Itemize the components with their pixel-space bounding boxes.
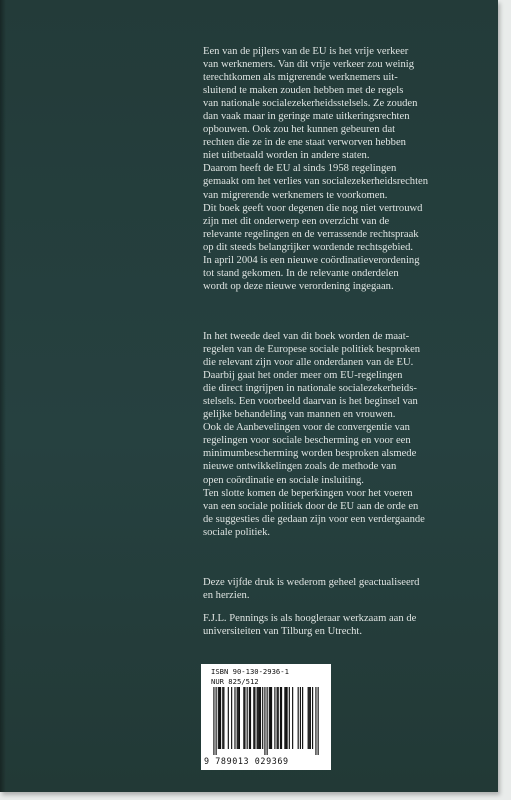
barcode-bar [289, 687, 290, 749]
text-line: regelen van de Europese sociale politiek besproken [203, 344, 421, 356]
nur-text: NUR 825/512 [211, 677, 259, 686]
barcode-bar [269, 687, 270, 749]
barcode-bar [228, 687, 229, 749]
text-line: gelijke behandeling van mannen en vrouwen. [203, 409, 396, 421]
barcode-bar [309, 687, 310, 749]
text-line: nieuwe ontwikkelingen zoals de methode van [203, 461, 397, 473]
ean-number: 9 789013 029369 [204, 756, 289, 766]
text-line: F.J.L. Pennings is als hoogleraar werkzaam aan de [203, 613, 417, 624]
edition-note [203, 576, 475, 602]
text-line: niet uitbetaald worden in andere staten. [203, 150, 370, 162]
text-line: de suggesties die gedaan zijn voor een verdergaande [203, 513, 425, 525]
text-line: op dit steeds belangrijker wordende rechtsgebied. [203, 241, 414, 253]
text-line: open coördinatie en sociale insluiting. [203, 474, 364, 486]
text-line: sociale politiek. [203, 526, 271, 538]
text-line: gemaakt om het verlies van socialezekerheidsrechten [203, 176, 429, 188]
barcode-bar [284, 687, 285, 749]
barcode-bar [213, 687, 214, 755]
barcode-bar [315, 687, 316, 755]
text-line: van nationale socialezekerheidsstelsels. Ze zouden [203, 98, 418, 110]
barcode-bar [253, 687, 254, 749]
barcode-bar [249, 687, 250, 749]
text-line: sluitend te maken zouden hebben met de regels [203, 85, 404, 97]
text-line: regelingen voor sociale bescherming en voor een [203, 435, 411, 447]
barcode-bar [274, 687, 275, 749]
text-line: Daarom heeft de EU al sinds 1958 regelingen [203, 163, 397, 175]
text-line: rechten die ze in de ene staat verworven hebben [203, 137, 406, 149]
barcode-bar [281, 687, 282, 749]
barcode-bar [312, 687, 313, 749]
barcode-bar [318, 687, 319, 755]
barcode-bar [218, 687, 219, 749]
barcode-bar [258, 687, 259, 749]
barcode-bar [292, 687, 293, 749]
text-line: wordt op deze nieuwe verordening ingegaan. [203, 280, 394, 292]
text-line: van werknemers. Van dit vrije verkeer zou weinig [203, 59, 415, 71]
barcode-bar [310, 687, 311, 749]
barcode-bar [254, 687, 255, 749]
text-line: Dit boek geeft voor degenen die nog niet vertrouwd [203, 202, 423, 214]
barcode-bar [280, 687, 281, 749]
text-line: opbouwen. Ook zou het kunnen gebeuren dat [203, 124, 396, 136]
text-line: minimumbescherming worden besproken alsmede [203, 448, 417, 460]
barcode-label [201, 664, 331, 770]
text-line: terechtkomen als migrerende werknemers uit- [203, 72, 398, 84]
text-line: Deze vijfde druk is wederom geheel geactualiseerd [203, 577, 420, 588]
barcode-bar [234, 687, 235, 749]
text-line: relevante regelingen en de verrassende rechtspraak [203, 228, 419, 240]
barcode-bar [238, 687, 239, 749]
text-line: In april 2004 is een nieuwe coördinatieverordening [203, 254, 420, 266]
barcode-bar [239, 687, 240, 749]
barcode-bar [262, 687, 263, 749]
barcode-bar [250, 687, 251, 749]
barcode-bar [271, 687, 272, 749]
text-line: In het tweede deel van dit boek worden de maat- [203, 331, 410, 342]
barcode-bars [210, 687, 322, 755]
barcode-bar [278, 687, 279, 749]
text-line: Daarbij gaat het onder meer om EU-regelingen [203, 370, 403, 382]
text-line: universiteiten van Tilburg en Utrecht. [203, 626, 362, 638]
barcode-bar [277, 687, 278, 749]
barcode-bar [300, 687, 301, 749]
barcode-bar [308, 687, 309, 749]
text-line: die direct ingrijpen in nationale socialezekerheids- [203, 383, 417, 395]
barcode-bar [264, 687, 265, 755]
text-line: die relevant zijn voor alle onderdanen van de EU. [203, 357, 414, 369]
barcode-bar [244, 687, 245, 749]
text-line: en herzien. [203, 590, 250, 602]
blurb-paragraph-2 [203, 330, 475, 539]
barcode-bar [285, 687, 286, 749]
text-line: Een van de pijlers van de EU is het vrije verkeer [203, 46, 409, 57]
text-line: tot stand gekomen. In de relevante onderdelen [203, 267, 399, 279]
barcode-bar [267, 687, 268, 755]
text-line: stelsels. Een voorbeeld daarvan is het beginsel van [203, 396, 418, 408]
blurb-paragraph-1 [203, 45, 475, 293]
barcode-bar [237, 687, 238, 749]
barcode-bar [231, 687, 232, 749]
barcode-bar [222, 687, 223, 749]
spine-shadow [0, 0, 6, 792]
barcode-bar [247, 687, 248, 749]
barcode-bar [219, 687, 220, 749]
text-line: Ook de Aanbevelingen voor de convergentie van [203, 422, 410, 434]
barcode-bar [260, 687, 261, 749]
barcode-bar [270, 687, 271, 749]
text-line: zijn met dit onderwerp een overzicht van de [203, 215, 390, 227]
text-line: van migrerende werknemers te voorkomen. [203, 189, 388, 201]
barcode-bar [287, 687, 288, 749]
barcode-bar [243, 687, 244, 749]
barcode-bar [223, 687, 224, 749]
text-line: Ten slotte komen de beperkingen voor het voeren [203, 487, 413, 499]
isbn-text: ISBN 90-130-2936-1 [211, 667, 289, 676]
barcode-bar [259, 687, 260, 749]
text-line: dan vaak maar in geringe mate uitkeringsrechten [203, 111, 410, 123]
barcode-bar [257, 687, 258, 749]
barcode-bar [302, 687, 303, 749]
barcode-bar [298, 687, 299, 749]
barcode-bar [220, 687, 221, 749]
text-line: van een sociale politiek door de EU aan de orde en [203, 500, 419, 512]
author-note [203, 612, 475, 638]
barcode-bar [216, 687, 217, 755]
